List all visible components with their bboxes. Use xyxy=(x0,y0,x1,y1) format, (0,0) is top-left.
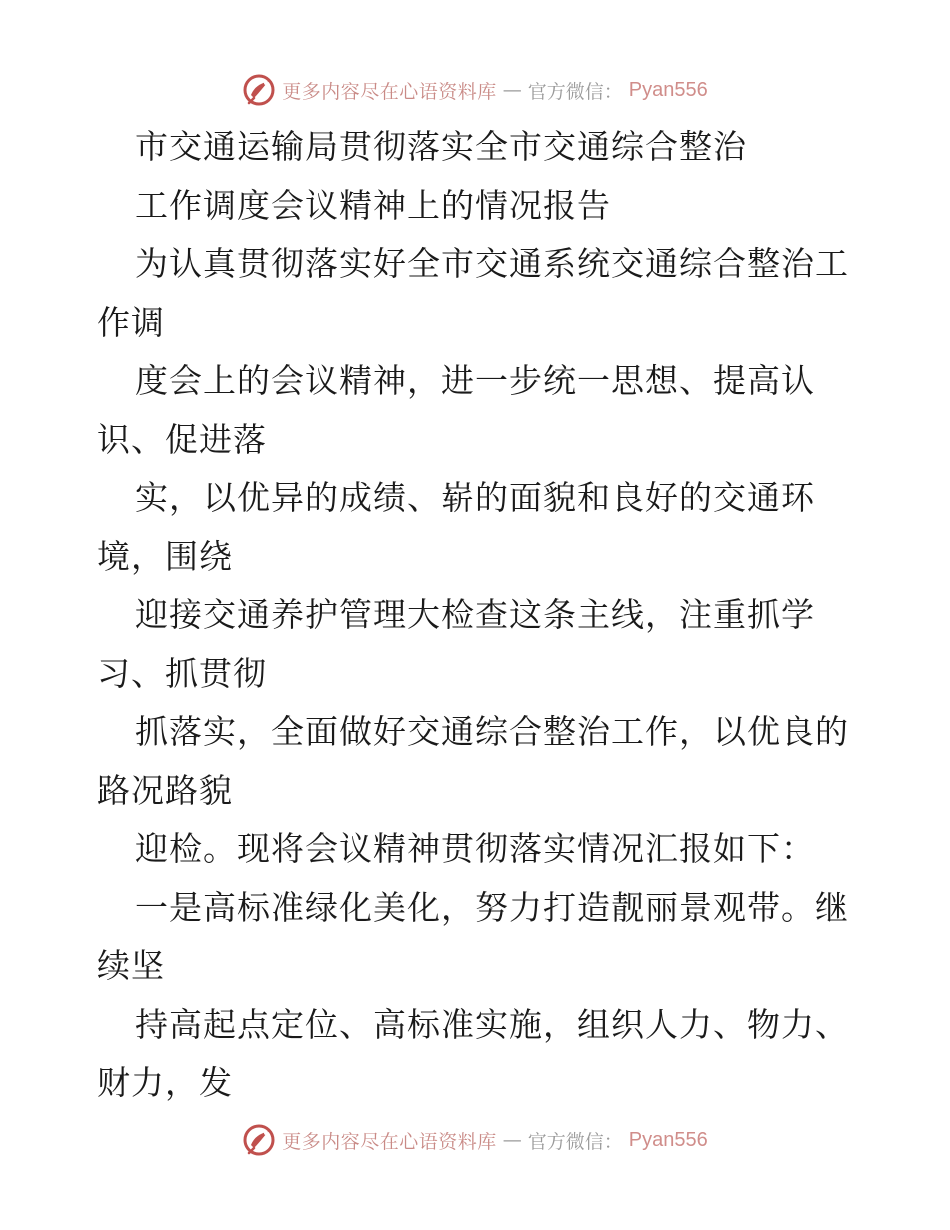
document-body xyxy=(97,118,857,1113)
banner-separator: — xyxy=(502,79,522,101)
brand-logo-icon xyxy=(242,73,276,107)
paragraph-line: 度会上的会议精神，进一步统一思想、提高认 xyxy=(135,361,815,400)
paragraph-line: 识、促进落 xyxy=(97,419,267,459)
paragraph-line: 习、抓贯彻 xyxy=(97,653,267,693)
paragraph-line: 持高起点定位、高标准实施，组织人力、物力、 xyxy=(135,1004,849,1044)
header-banner xyxy=(0,70,950,110)
doc-title-line-2: 工作调度会议精神上的情况报告 xyxy=(135,185,611,225)
paragraph-line: 作调 xyxy=(97,302,165,342)
brand-logo-icon xyxy=(242,1123,276,1157)
paragraph-line: 财力，发 xyxy=(97,1063,233,1102)
paragraph-line: 一是高标准绿化美化，努力打造靓丽景观带。继 xyxy=(135,887,849,927)
paragraph-line: 为认真贯彻落实好全市交通系统交通综合整治工 xyxy=(135,244,849,283)
banner-wechat-id: Pyan556 xyxy=(628,78,708,101)
banner-title: 更多内容尽在心语资料库 xyxy=(282,80,497,103)
paragraph-line: 迎检。现将会议精神贯彻落实情况汇报如下： xyxy=(135,829,815,868)
paragraph-line: 路况路貌 xyxy=(97,770,233,810)
paragraph-line: 实，以优异的成绩、崭的面貌和良好的交通环 xyxy=(135,478,815,517)
banner-wechat-id: Pyan556 xyxy=(628,1128,708,1151)
paragraph-line: 迎接交通养护管理大检查这条主线，注重抓学 xyxy=(135,595,815,634)
paragraph-line: 境，围绕 xyxy=(97,536,233,576)
banner-separator: — xyxy=(502,1129,522,1151)
doc-title-line-1: 市交通运输局贯彻落实全市交通综合整治 xyxy=(135,127,747,166)
footer-banner xyxy=(0,1120,950,1160)
banner-wechat-label: 官方微信： xyxy=(527,80,623,103)
banner-wechat-label: 官方微信： xyxy=(527,1130,623,1153)
paragraph-line: 抓落实，全面做好交通综合整治工作，以优良的 xyxy=(135,712,849,751)
banner-title: 更多内容尽在心语资料库 xyxy=(282,1130,497,1153)
paragraph-line: 续坚 xyxy=(97,946,165,985)
